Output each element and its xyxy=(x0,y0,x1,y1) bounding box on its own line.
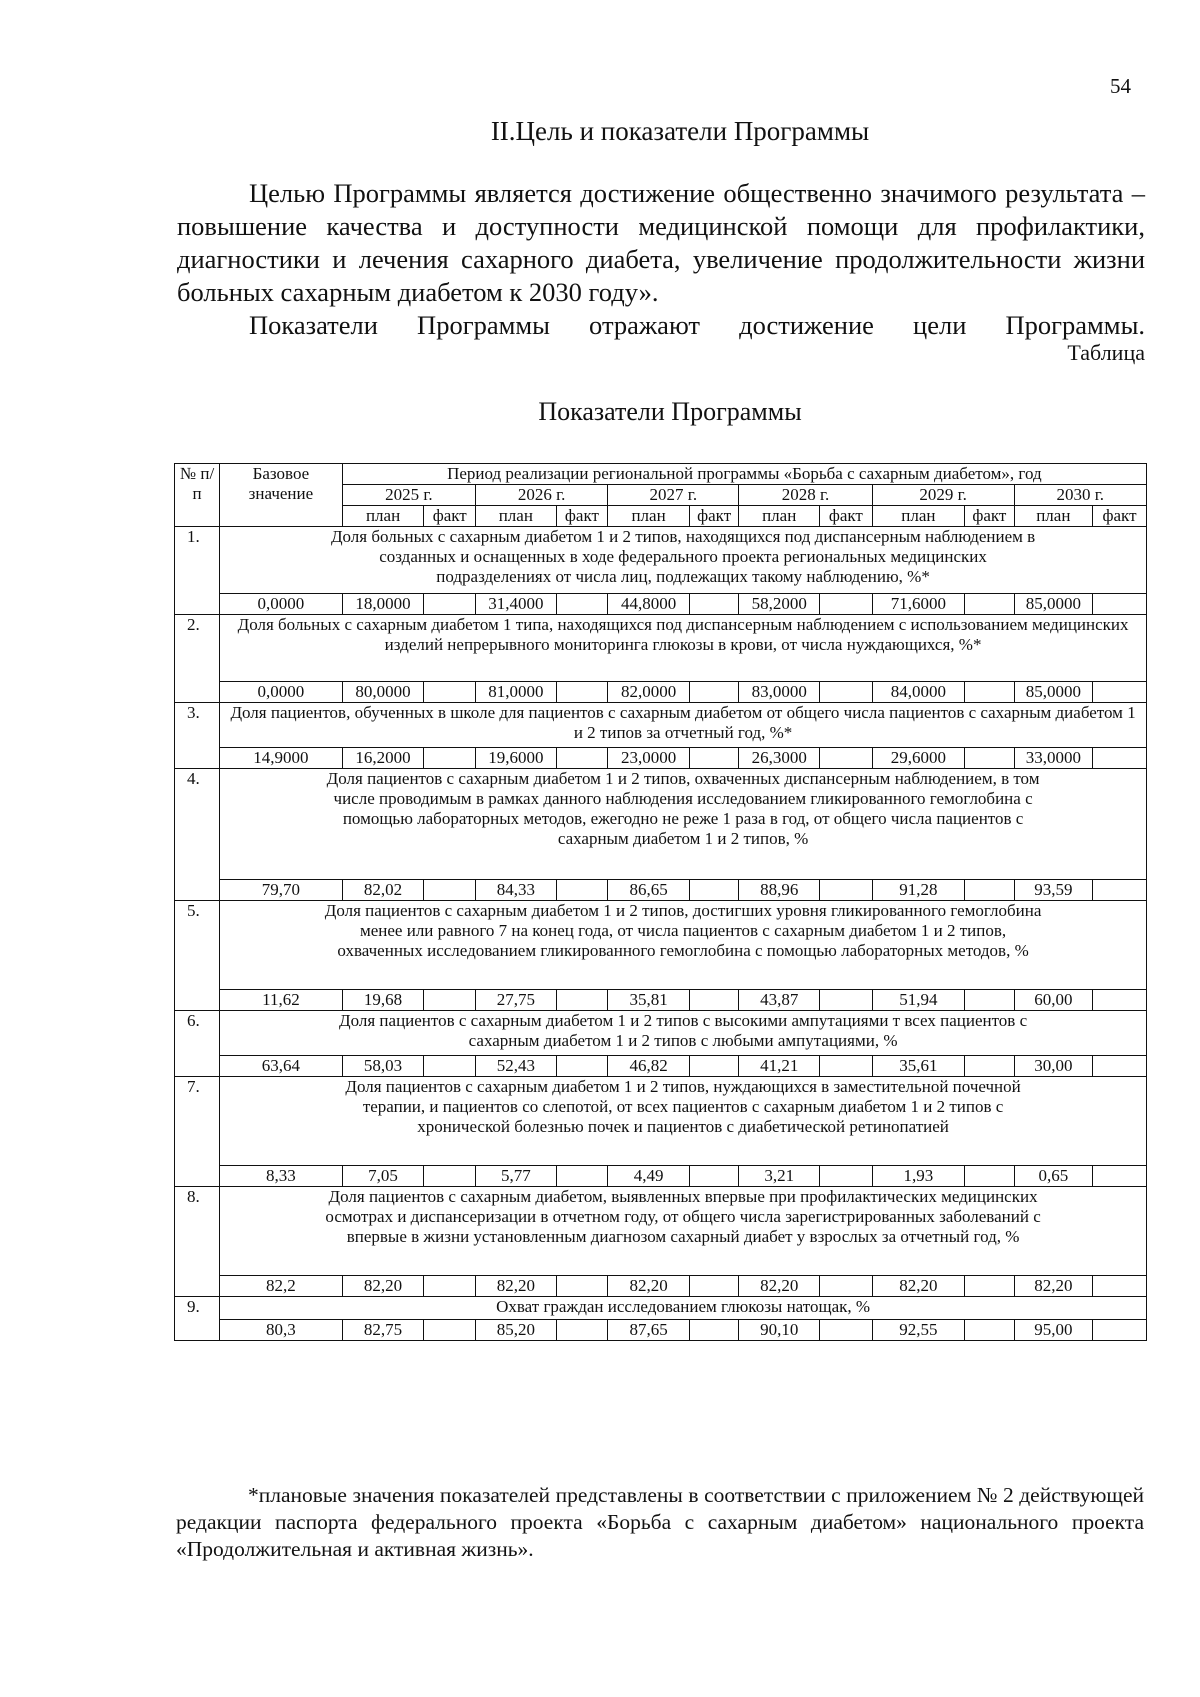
year-header: 2029 г. xyxy=(872,485,1014,506)
year-header: 2025 г. xyxy=(342,485,475,506)
section-title: II.Цель и показатели Программы xyxy=(490,116,870,146)
base-value: 11,62 xyxy=(220,990,343,1011)
indicator-name-row xyxy=(175,769,1147,880)
footnote xyxy=(176,1482,1144,1563)
indicator-number: 3. xyxy=(175,703,220,769)
fact-value xyxy=(820,594,873,615)
fact-value xyxy=(556,990,608,1011)
plan-value: 86,65 xyxy=(608,880,690,901)
base-value: 8,33 xyxy=(220,1166,343,1187)
indicator-name: Доля пациентов с сахарным диабетом 1 и 2 типов, нуждающихся в заместительной почечной терапии, и пациентов со слепотой, от всех пациентов с сахарным диабетом 1 и 2 типов с хронической болезнью почек и пациентов с диабетической ретинопатией xyxy=(220,1077,1147,1166)
fact-value xyxy=(556,1166,608,1187)
plan-header: план xyxy=(342,506,424,527)
year-header: 2027 г. xyxy=(608,485,739,506)
indicator-name-row xyxy=(175,527,1147,594)
plan-value: 82,20 xyxy=(608,1276,690,1297)
plan-value: 82,20 xyxy=(872,1276,964,1297)
fact-value xyxy=(689,594,738,615)
fact-value xyxy=(965,1166,1014,1187)
fact-header: факт xyxy=(820,506,873,527)
fact-value xyxy=(1093,748,1147,769)
fact-value xyxy=(424,1056,476,1077)
plan-value: 93,59 xyxy=(1014,880,1092,901)
page-number: 54 xyxy=(1110,74,1131,98)
fact-value xyxy=(1093,682,1147,703)
indicator-name-row xyxy=(175,703,1147,748)
plan-header: план xyxy=(476,506,557,527)
fact-value xyxy=(556,682,608,703)
plan-value: 82,0000 xyxy=(608,682,690,703)
header-num: № п/п xyxy=(175,464,220,527)
fact-value xyxy=(689,682,738,703)
fact-value xyxy=(965,1276,1014,1297)
plan-value: 26,3000 xyxy=(739,748,820,769)
fact-value xyxy=(424,1320,476,1341)
fact-value xyxy=(1093,1320,1147,1341)
plan-header: план xyxy=(1014,506,1092,527)
fact-value xyxy=(820,880,873,901)
plan-value: 44,8000 xyxy=(608,594,690,615)
indicator-name: Доля пациентов с сахарным диабетом 1 и 2 типов, охваченных диспансерным наблюдением, в том числе проводимым в рамках данного наблюдения исследованием гликированного гемоглобина с помощью лабораторных методов, ежегодно не реже 1 раза в год, от общего числа пациентов с сахарным диабетом 1 и 2 типов, % xyxy=(220,769,1147,880)
plan-value: 35,61 xyxy=(872,1056,964,1077)
fact-value xyxy=(965,748,1014,769)
plan-value: 33,0000 xyxy=(1014,748,1092,769)
plan-header: план xyxy=(739,506,820,527)
indicator-number: 2. xyxy=(175,615,220,703)
header-base: Базовое значение xyxy=(220,464,343,527)
fact-value xyxy=(424,1276,476,1297)
plan-value: 85,0000 xyxy=(1014,594,1092,615)
intro-paragraph-2: Показатели Программы отражают достижение цели Программы. xyxy=(249,310,1145,340)
indicator-name: Доля больных с сахарным диабетом 1 и 2 типов, находящихся под диспансерным наблюдением в созданных и оснащенных в ходе федерального проекта региональных медицинских подразделениях от числа лиц, подлежащих такому наблюдению, %* xyxy=(220,527,1147,594)
fact-value xyxy=(820,748,873,769)
indicator-number: 8. xyxy=(175,1187,220,1297)
indicator-name-row xyxy=(175,1077,1147,1166)
year-header: 2030 г. xyxy=(1014,485,1146,506)
plan-value: 58,2000 xyxy=(739,594,820,615)
fact-value xyxy=(556,1056,608,1077)
indicator-name: Доля пациентов с сахарным диабетом, выявленных впервые при профилактических медицинских осмотрах и диспансеризации в отчетном году, от общего числа зарегистрированных заболеваний с впервые в жизни установленным диагнозом сахарный диабет у взрослых за отчетный год, % xyxy=(220,1187,1147,1276)
fact-value xyxy=(965,1056,1014,1077)
fact-value xyxy=(820,1320,873,1341)
fact-value xyxy=(424,748,476,769)
fact-value xyxy=(689,1166,738,1187)
plan-value: 82,20 xyxy=(1014,1276,1092,1297)
fact-value xyxy=(556,748,608,769)
fact-header: факт xyxy=(965,506,1014,527)
plan-value: 88,96 xyxy=(739,880,820,901)
table-title: Показатели Программы xyxy=(538,397,802,426)
plan-value: 29,6000 xyxy=(872,748,964,769)
fact-value xyxy=(689,1056,738,1077)
plan-value: 4,49 xyxy=(608,1166,690,1187)
fact-value xyxy=(820,1276,873,1297)
indicator-values-row xyxy=(175,1056,1147,1077)
fact-value xyxy=(965,682,1014,703)
base-value: 79,70 xyxy=(220,880,343,901)
plan-value: 1,93 xyxy=(872,1166,964,1187)
plan-value: 71,6000 xyxy=(872,594,964,615)
fact-value xyxy=(689,880,738,901)
fact-value xyxy=(1093,990,1147,1011)
intro-text xyxy=(177,177,1145,342)
plan-value: 19,6000 xyxy=(476,748,557,769)
indicator-values-row xyxy=(175,682,1147,703)
indicator-values-row xyxy=(175,1166,1147,1187)
indicator-values-row xyxy=(175,594,1147,615)
plan-value: 82,75 xyxy=(342,1320,424,1341)
base-value: 82,2 xyxy=(220,1276,343,1297)
plan-value: 80,0000 xyxy=(342,682,424,703)
plan-value: 35,81 xyxy=(608,990,690,1011)
plan-value: 5,77 xyxy=(476,1166,557,1187)
plan-value: 91,28 xyxy=(872,880,964,901)
year-header: 2028 г. xyxy=(739,485,872,506)
indicator-values-row xyxy=(175,880,1147,901)
plan-value: 82,20 xyxy=(476,1276,557,1297)
plan-value: 46,82 xyxy=(608,1056,690,1077)
base-value: 0,0000 xyxy=(220,594,343,615)
fact-value xyxy=(965,594,1014,615)
fact-value xyxy=(424,682,476,703)
plan-value: 95,00 xyxy=(1014,1320,1092,1341)
plan-value: 82,20 xyxy=(739,1276,820,1297)
fact-header: факт xyxy=(424,506,476,527)
plan-value: 16,2000 xyxy=(342,748,424,769)
header-row-1 xyxy=(175,464,1147,485)
indicator-number: 4. xyxy=(175,769,220,901)
base-value: 0,0000 xyxy=(220,682,343,703)
indicator-name-row xyxy=(175,615,1147,682)
fact-value xyxy=(820,1166,873,1187)
fact-value xyxy=(424,594,476,615)
plan-value: 23,0000 xyxy=(608,748,690,769)
plan-value: 84,33 xyxy=(476,880,557,901)
plan-value: 31,4000 xyxy=(476,594,557,615)
indicator-name-row xyxy=(175,1297,1147,1320)
year-header: 2026 г. xyxy=(476,485,608,506)
plan-value: 84,0000 xyxy=(872,682,964,703)
footnote-text: *плановые значения показателей представлены в соответствии с приложением № 2 действующей редакции паспорта федерального проекта «Борьба с сахарным диабетом» национального проекта «Продолжительная и активная жизнь». xyxy=(176,1483,1144,1561)
indicator-name-row xyxy=(175,901,1147,990)
fact-value xyxy=(1093,1276,1147,1297)
fact-value xyxy=(1093,880,1147,901)
indicator-values-row xyxy=(175,990,1147,1011)
indicator-number: 5. xyxy=(175,901,220,1011)
plan-value: 81,0000 xyxy=(476,682,557,703)
plan-header: план xyxy=(872,506,964,527)
indicator-number: 1. xyxy=(175,527,220,615)
fact-value xyxy=(424,880,476,901)
fact-value xyxy=(965,880,1014,901)
plan-value: 27,75 xyxy=(476,990,557,1011)
indicator-number: 7. xyxy=(175,1077,220,1187)
fact-header: факт xyxy=(556,506,608,527)
indicators-table xyxy=(174,463,1147,1341)
fact-value xyxy=(820,682,873,703)
fact-value xyxy=(1093,1166,1147,1187)
fact-header: факт xyxy=(1093,506,1147,527)
fact-value xyxy=(689,1276,738,1297)
indicator-name: Доля пациентов, обученных в школе для пациентов с сахарным диабетом от общего числа пациентов с сахарным диабетом 1 и 2 типов за отчетный год, %* xyxy=(220,703,1147,748)
plan-value: 30,00 xyxy=(1014,1056,1092,1077)
plan-value: 82,20 xyxy=(342,1276,424,1297)
fact-value xyxy=(1093,1056,1147,1077)
plan-value: 51,94 xyxy=(872,990,964,1011)
fact-value xyxy=(556,880,608,901)
plan-value: 43,87 xyxy=(739,990,820,1011)
plan-value: 83,0000 xyxy=(739,682,820,703)
indicator-number: 6. xyxy=(175,1011,220,1077)
indicator-values-row xyxy=(175,1320,1147,1341)
plan-value: 82,02 xyxy=(342,880,424,901)
base-value: 80,3 xyxy=(220,1320,343,1341)
indicator-values-row xyxy=(175,748,1147,769)
table-label: Таблица xyxy=(1067,340,1145,365)
plan-value: 58,03 xyxy=(342,1056,424,1077)
fact-value xyxy=(965,1320,1014,1341)
plan-value: 41,21 xyxy=(739,1056,820,1077)
plan-value: 0,65 xyxy=(1014,1166,1092,1187)
indicator-number: 9. xyxy=(175,1297,220,1341)
plan-header: план xyxy=(608,506,690,527)
plan-value: 92,55 xyxy=(872,1320,964,1341)
intro-paragraph-1: Целью Программы является достижение общественно значимого результата – повышение качества и доступности медицинской помощи для профилактики, диагностики и лечения сахарного диабета, увеличение продолжительности жизни больных сахарным диабетом к 2030 году». xyxy=(177,178,1145,307)
plan-value: 3,21 xyxy=(739,1166,820,1187)
plan-value: 7,05 xyxy=(342,1166,424,1187)
plan-value: 90,10 xyxy=(739,1320,820,1341)
indicator-name: Доля пациентов с сахарным диабетом 1 и 2 типов, достигших уровня гликированного гемоглобина менее или равного 7 на конец года, от числа пациентов с сахарным диабетом 1 и 2 типов, охваченных исследованием гликированного гемоглобина с помощью лабораторных методов, % xyxy=(220,901,1147,990)
fact-value xyxy=(820,1056,873,1077)
fact-value xyxy=(689,990,738,1011)
plan-value: 60,00 xyxy=(1014,990,1092,1011)
indicator-name-row xyxy=(175,1187,1147,1276)
fact-value xyxy=(556,594,608,615)
base-value: 14,9000 xyxy=(220,748,343,769)
fact-value xyxy=(689,748,738,769)
fact-value xyxy=(556,1276,608,1297)
plan-value: 18,0000 xyxy=(342,594,424,615)
fact-value xyxy=(689,1320,738,1341)
indicator-name: Доля пациентов с сахарным диабетом 1 и 2 типов с высокими ампутациями т всех пациентов с сахарным диабетом 1 и 2 типов с любыми ампутациями, % xyxy=(220,1011,1147,1056)
plan-value: 85,20 xyxy=(476,1320,557,1341)
plan-value: 19,68 xyxy=(342,990,424,1011)
indicator-name: Охват граждан исследованием глюкозы натощак, % xyxy=(220,1297,1147,1320)
indicator-name: Доля больных с сахарным диабетом 1 типа, находящихся под диспансерным наблюдением с использованием медицинских изделий непрерывного мониторинга глюкозы в крови, от числа нуждающихся, %* xyxy=(220,615,1147,682)
header-period: Период реализации региональной программы «Борьба с сахарным диабетом», год xyxy=(342,464,1146,485)
fact-value xyxy=(424,1166,476,1187)
fact-value xyxy=(1093,594,1147,615)
indicator-name-row xyxy=(175,1011,1147,1056)
fact-value xyxy=(820,990,873,1011)
fact-value xyxy=(965,990,1014,1011)
fact-value xyxy=(424,990,476,1011)
base-value: 63,64 xyxy=(220,1056,343,1077)
fact-value xyxy=(556,1320,608,1341)
plan-value: 52,43 xyxy=(476,1056,557,1077)
indicator-values-row xyxy=(175,1276,1147,1297)
fact-header: факт xyxy=(689,506,738,527)
plan-value: 87,65 xyxy=(608,1320,690,1341)
plan-value: 85,0000 xyxy=(1014,682,1092,703)
